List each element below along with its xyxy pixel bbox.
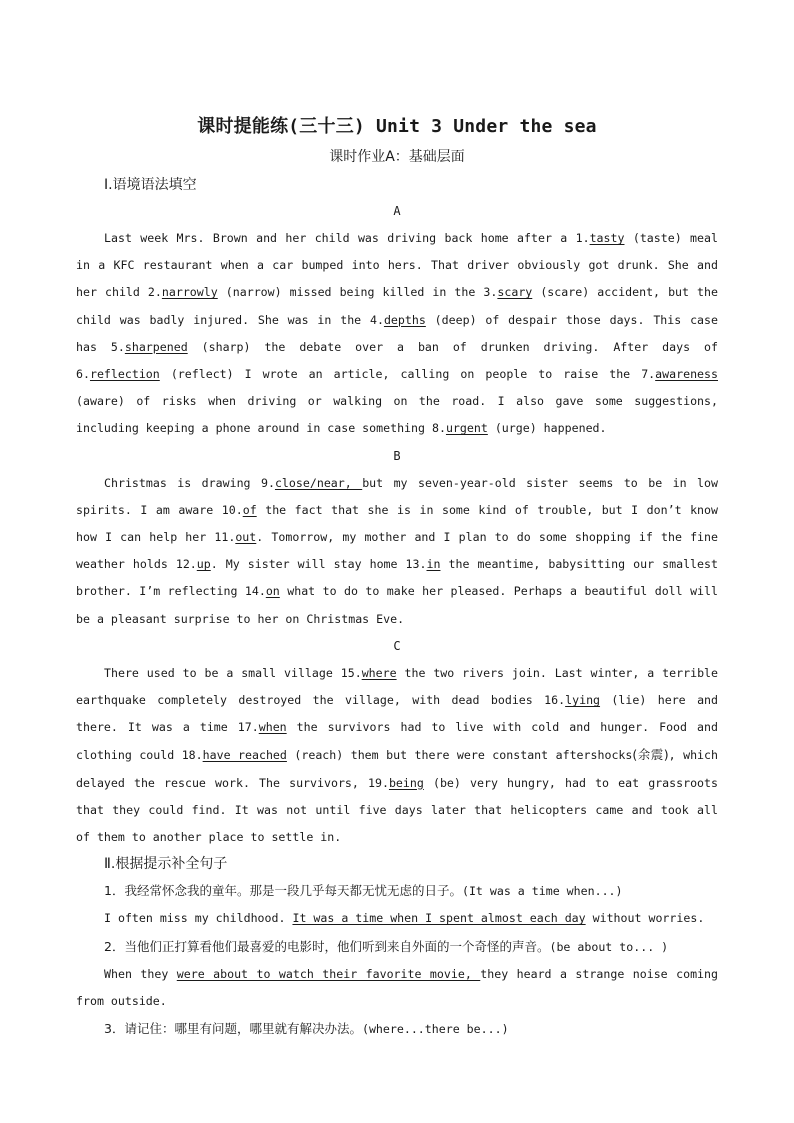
chinese-gloss: (余震) <box>632 747 669 763</box>
text-run: the fact that she is in some kind of trouble, but I don’t know how I can help her 11. <box>76 502 719 545</box>
section-1-heading: Ⅰ.语境语法填空 <box>104 177 197 193</box>
passage-a <box>76 198 718 443</box>
sentence-item-3 <box>76 1015 718 1043</box>
answer-blank: narrowly <box>161 285 218 300</box>
text-run: (deep) of despair those days. This case has 5. <box>76 312 718 354</box>
sentence-prompt <box>76 1015 718 1043</box>
answer-blank: in <box>426 557 441 572</box>
passage-c <box>76 633 718 851</box>
text-run: When they <box>104 966 177 981</box>
text-run: . Tomorrow, my mother and I plan to do some shopping if the fine weather holds 12. <box>76 530 718 572</box>
passage-text <box>76 225 718 443</box>
answer-blank: awareness <box>655 367 718 382</box>
answer-blank: scary <box>497 285 533 300</box>
sentence-prompt <box>76 877 718 905</box>
text-run: Christmas is drawing 9. <box>104 475 275 490</box>
prompt-chinese: 3．请记住：哪里有问题，哪里就有解决办法。 <box>104 1021 362 1037</box>
page-title: 课时提能练(三十三) Unit 3 Under the sea <box>197 116 597 137</box>
passage-letter: C <box>393 638 401 653</box>
text-run: (narrow) missed being killed in the 3. <box>217 285 498 300</box>
text-run: the survivors had to live with cold and hunger. Food and clothing could 18. <box>76 720 718 763</box>
text-run: (reach) them but there were constant aftershocks <box>286 748 633 763</box>
answer-blank: of <box>242 502 257 517</box>
answer-blank: where <box>361 665 397 680</box>
text-run: Last week Mrs. Brown and her child was driving back home after a 1. <box>104 231 590 245</box>
text-run: I often miss my childhood. <box>104 911 293 926</box>
answer-blank: were about to watch their favorite movie, <box>176 966 481 981</box>
text-run: (urge) happened. <box>487 421 607 436</box>
passage-b <box>76 443 718 633</box>
passage-letter: A <box>393 204 401 218</box>
sentence-prompt <box>76 933 718 961</box>
text-run: the two rivers join. Last winter, a terrible earthquake completely destroyed the village, with dead bodies 16. <box>76 665 719 708</box>
answer-blank: lying <box>565 693 601 708</box>
text-run: (reflect) I wrote an article, calling on people to raise the 7. <box>159 367 656 382</box>
text-run: , which delayed the rescue work. The survivors, 19. <box>76 748 718 790</box>
page-subtitle: 课时作业A：基础层面 <box>329 149 465 165</box>
passage-text <box>76 660 718 851</box>
answer-blank: out <box>235 530 257 545</box>
answer-blank: when <box>258 720 287 735</box>
text-run: . My sister will stay home 13. <box>210 557 427 572</box>
text-run: the meantime, babysitting our smallest brother. I’m reflecting 14. <box>76 557 718 599</box>
text-run: they heard a strange noise coming from outside. <box>76 966 718 1009</box>
text-run: without worries. <box>585 911 705 926</box>
passage-text <box>76 470 718 633</box>
answer-blank: urgent <box>445 421 488 436</box>
answer-blank: tasty <box>589 231 625 245</box>
sentence-item-1 <box>76 877 718 932</box>
answer-blank: reflection <box>89 367 160 382</box>
text-run: but my seven-year-old sister seems to be in low spirits. I am aware 10. <box>76 475 718 517</box>
prompt-chinese: 2．当他们正打算看他们最喜爱的电影时，他们听到来自外面的一个奇怪的声音。 <box>104 938 550 954</box>
answer-blank: close/near, <box>274 475 363 490</box>
text-run: (lie) here and there. It was a time 17. <box>76 693 719 735</box>
passage-letter: B <box>393 448 401 463</box>
prompt-hint: (be about to... ) <box>549 939 669 954</box>
sentence-item-2 <box>76 933 718 1016</box>
sentence-answer <box>76 905 718 932</box>
answer-blank: It was a time when I spent almost each day <box>292 911 586 926</box>
sentence-answer <box>76 961 718 1015</box>
text-run: (aware) of risks when driving or walking on the road. I also gave some suggestions, including keeping a phone around in case something 8. <box>76 394 718 436</box>
answer-blank: being <box>388 775 424 790</box>
prompt-hint: (It was a time when...) <box>461 884 623 899</box>
answer-blank: sharpened <box>124 339 188 354</box>
answer-blank: up <box>196 557 211 572</box>
answer-blank: depths <box>383 312 426 327</box>
text-run: (be) very hungry, had to eat grassroots that they could find. It was not until five days later that helicopters came and took all of them to another place to settle in. <box>76 775 718 845</box>
answer-blank: on <box>265 584 280 599</box>
answer-blank: have reached <box>202 748 287 763</box>
text-run: (sharp) the debate over a ban of drunken driving. After days of 6. <box>76 339 718 382</box>
worksheet-page <box>76 112 718 1043</box>
section-2-heading: Ⅱ.根据提示补全句子 <box>104 856 228 873</box>
prompt-chinese: 1．我经常怀念我的童年。那是一段几乎每天都无忧无虑的日子。 <box>104 883 462 899</box>
text-run: what to do to make her pleased. Perhaps a beautiful doll will be a pleasant surprise to her on Christmas Eve. <box>76 584 718 626</box>
text-run: There used to be a small village 15. <box>104 665 362 680</box>
prompt-hint: (where...there be...) <box>361 1022 509 1037</box>
text-run: (scare) accident, but the child was badly injured. She was in the 4. <box>76 285 718 327</box>
text-run: (taste) meal in a KFC restaurant when a car bumped into hers. That driver obviously got drunk. She and her child 2. <box>76 231 718 300</box>
